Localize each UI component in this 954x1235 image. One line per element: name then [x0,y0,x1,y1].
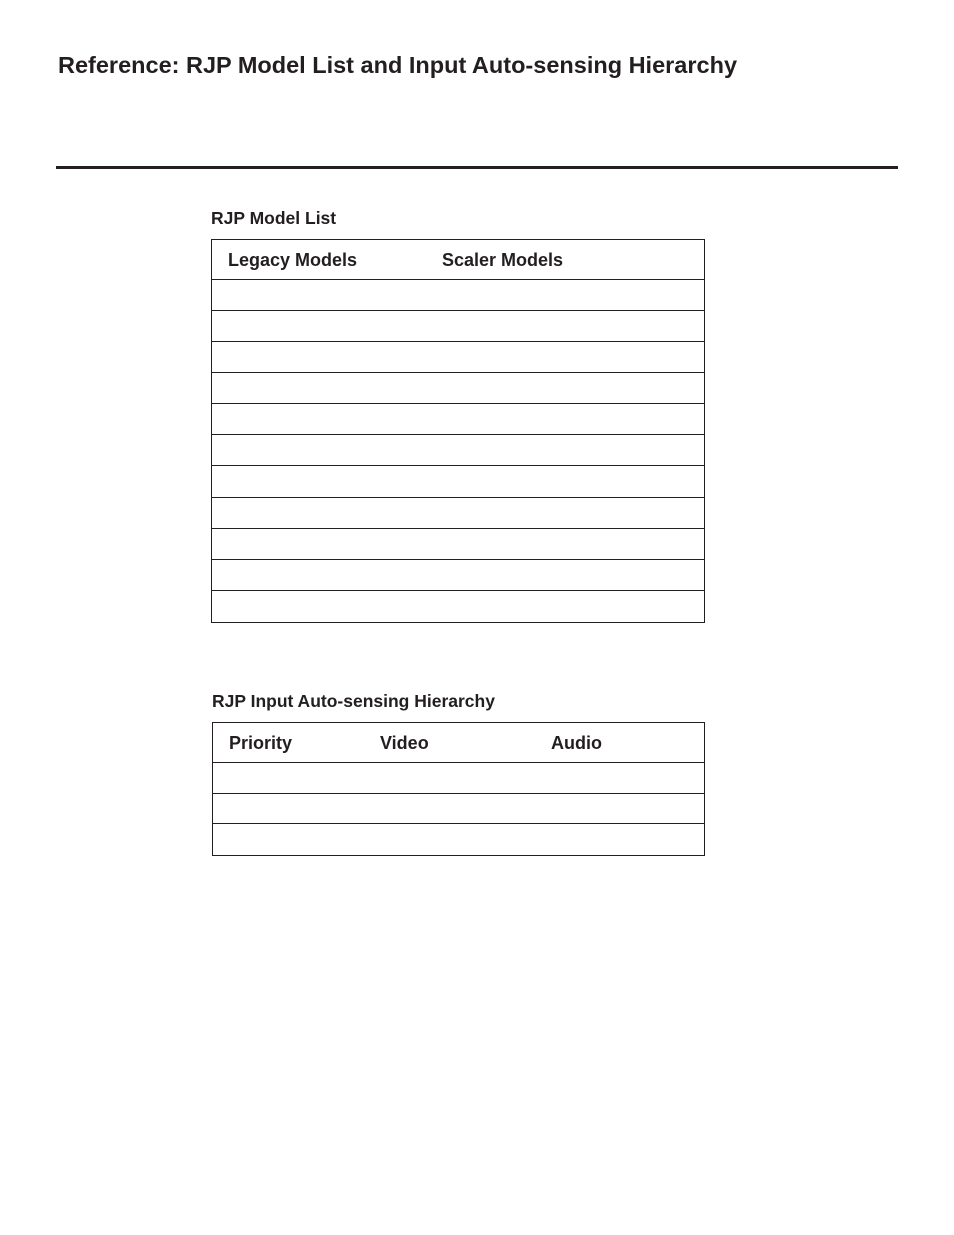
priority-header: Priority [229,733,293,753]
title-divider [56,166,898,169]
model-list-body [212,280,704,622]
table-row [212,560,704,591]
model-list-title: RJP Model List [211,208,337,228]
table-row [212,529,704,560]
video-header: Video [380,733,429,753]
table-row [213,763,704,794]
table-row [213,794,704,825]
table-row [212,498,704,529]
hierarchy-body [213,763,704,855]
table-row [212,280,704,311]
table-row [212,342,704,373]
table-row [213,824,704,855]
table-row [212,435,704,466]
page-title: Reference: RJP Model List and Input Auto-sensing Hierarchy [58,52,738,78]
model-list-table [211,239,705,623]
table-row [212,591,704,622]
hierarchy-header-row [213,723,704,763]
hierarchy-title: RJP Input Auto-sensing Hierarchy [212,691,495,711]
table-row [212,311,704,342]
legacy-models-header: Legacy Models [228,250,358,270]
table-row [212,373,704,404]
table-row [212,466,704,497]
scaler-models-header: Scaler Models [442,250,564,270]
table-row [212,404,704,435]
model-list-header-row [212,240,704,280]
audio-header: Audio [551,733,602,753]
hierarchy-table [212,722,705,856]
